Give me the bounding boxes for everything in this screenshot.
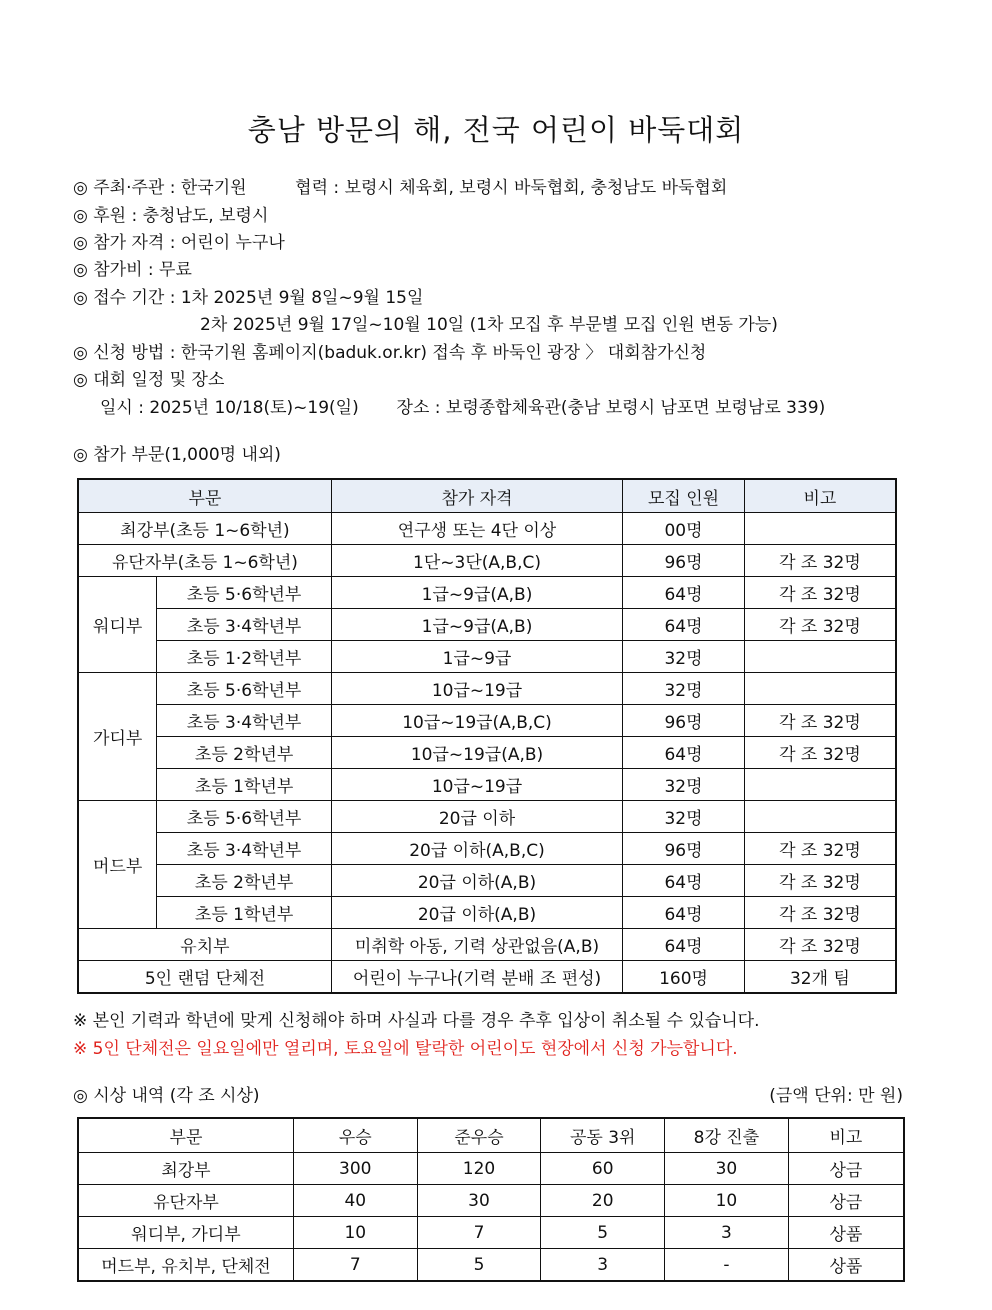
schedule-heading: ◎ 대회 일정 및 장소 xyxy=(73,370,225,390)
divisions-table xyxy=(77,478,897,994)
prize-value-cell: 5 xyxy=(417,1249,541,1282)
header-qualification: 참가 자격 xyxy=(331,479,622,513)
prize-value-cell: 상품 xyxy=(788,1217,904,1249)
qualification-cell: 20급 이하(A,B) xyxy=(331,865,622,897)
table-row xyxy=(78,1249,904,1282)
table-row xyxy=(78,1217,904,1249)
prize-value-cell: 3 xyxy=(665,1217,789,1249)
table-header-row xyxy=(78,1118,904,1153)
note-1: ※ 본인 기력과 학년에 맞게 신청해야 하며 사실과 다를 경우 추후 입상이 취소될 수 있습니다. xyxy=(73,1011,760,1031)
table-row xyxy=(78,705,896,737)
count-cell: 64명 xyxy=(623,737,745,769)
prize-value-cell: 30 xyxy=(417,1185,541,1217)
note-2: ※ 5인 단체전은 일요일에만 열리며, 토요일에 탈락한 어린이도 현장에서 신청 가능합니다. xyxy=(73,1039,738,1059)
qualification-cell: 10급~19급(A,B,C) xyxy=(331,705,622,737)
prize-header-cell: 우승 xyxy=(293,1118,417,1153)
division-group-name: 머드부 xyxy=(78,801,157,929)
sub-division-name: 초등 1학년부 xyxy=(157,897,332,929)
division-name: 유치부 xyxy=(78,929,331,961)
reception-line-2: 2차 2025년 9월 17일~10월 10일 (1차 모집 후 부문별 모집 인원 변동 가능) xyxy=(200,315,778,335)
note-cell xyxy=(744,769,896,801)
prize-division-cell: 워디부, 가디부 xyxy=(78,1217,293,1249)
note-cell: 32개 팀 xyxy=(744,961,896,994)
sub-division-name: 초등 1학년부 xyxy=(157,769,332,801)
count-cell: 64명 xyxy=(623,897,745,929)
table-row xyxy=(78,673,896,705)
division-group-name: 가디부 xyxy=(78,673,157,801)
note-cell xyxy=(744,513,896,545)
sub-division-name: 초등 3·4학년부 xyxy=(157,705,332,737)
note-cell: 각 조 32명 xyxy=(744,737,896,769)
sub-division-name: 초등 5·6학년부 xyxy=(157,801,332,833)
sub-division-name: 초등 5·6학년부 xyxy=(157,577,332,609)
qualification-cell: 연구생 또는 4단 이상 xyxy=(331,513,622,545)
qualification-cell: 1급~9급(A,B) xyxy=(331,577,622,609)
count-cell: 64명 xyxy=(623,609,745,641)
prize-value-cell: 10 xyxy=(293,1217,417,1249)
qualification-cell: 20급 이하(A,B,C) xyxy=(331,833,622,865)
count-cell: 160명 xyxy=(623,961,745,994)
count-cell: 32명 xyxy=(623,801,745,833)
table-row xyxy=(78,545,896,577)
divisions-heading: ◎ 참가 부문(1,000명 내외) xyxy=(73,445,281,465)
qualification-cell: 미취학 아동, 기력 상관없음(A,B) xyxy=(331,929,622,961)
note-cell: 각 조 32명 xyxy=(744,545,896,577)
prize-value-cell: 7 xyxy=(417,1217,541,1249)
reception-line-1: ◎ 접수 기간 : 1차 2025년 9월 8일~9월 15일 xyxy=(73,288,424,308)
count-cell: 32명 xyxy=(623,673,745,705)
table-row xyxy=(78,1185,904,1217)
prize-value-cell: 7 xyxy=(293,1249,417,1282)
table-row xyxy=(78,1153,904,1185)
table-row xyxy=(78,737,896,769)
table-row xyxy=(78,513,896,545)
qualification-cell: 10급~19급 xyxy=(331,673,622,705)
count-cell: 96명 xyxy=(623,705,745,737)
note-cell: 각 조 32명 xyxy=(744,865,896,897)
note-cell xyxy=(744,641,896,673)
table-row xyxy=(78,897,896,929)
note-cell: 각 조 32명 xyxy=(744,929,896,961)
prize-header-cell: 비고 xyxy=(788,1118,904,1153)
prizes-table xyxy=(77,1117,905,1282)
prize-value-cell: - xyxy=(665,1249,789,1282)
table-row xyxy=(78,577,896,609)
prize-header-cell: 8강 진출 xyxy=(665,1118,789,1153)
prize-division-cell: 최강부 xyxy=(78,1153,293,1185)
table-row xyxy=(78,961,896,994)
prize-header-cell: 부문 xyxy=(78,1118,293,1153)
count-cell: 00명 xyxy=(623,513,745,545)
prize-value-cell: 상금 xyxy=(788,1185,904,1217)
prize-value-cell: 3 xyxy=(541,1249,665,1282)
note-cell: 각 조 32명 xyxy=(744,609,896,641)
qualification-cell: 1급~9급(A,B) xyxy=(331,609,622,641)
prizes-heading: ◎ 시상 내역 (각 조 시상) xyxy=(73,1086,260,1106)
prize-value-cell: 상금 xyxy=(788,1153,904,1185)
table-row xyxy=(78,609,896,641)
sub-division-name: 초등 1·2학년부 xyxy=(157,641,332,673)
sub-division-name: 초등 3·4학년부 xyxy=(157,609,332,641)
header-note: 비고 xyxy=(744,479,896,513)
sub-division-name: 초등 5·6학년부 xyxy=(157,673,332,705)
prize-division-cell: 머드부, 유치부, 단체전 xyxy=(78,1249,293,1282)
header-count: 모집 인원 xyxy=(623,479,745,513)
qualification-cell: 1급~9급 xyxy=(331,641,622,673)
division-name: 5인 랜덤 단체전 xyxy=(78,961,331,994)
table-row xyxy=(78,801,896,833)
division-name: 최강부(초등 1~6학년) xyxy=(78,513,331,545)
qualification-cell: 20급 이하 xyxy=(331,801,622,833)
sub-division-name: 초등 2학년부 xyxy=(157,737,332,769)
page-title: 충남 방문의 해, 전국 어린이 바둑대회 xyxy=(247,113,745,147)
qualification-cell: 1단~3단(A,B,C) xyxy=(331,545,622,577)
table-row xyxy=(78,865,896,897)
prize-value-cell: 상품 xyxy=(788,1249,904,1282)
prize-header-cell: 공동 3위 xyxy=(541,1118,665,1153)
note-cell: 각 조 32명 xyxy=(744,705,896,737)
count-cell: 64명 xyxy=(623,865,745,897)
note-cell xyxy=(744,801,896,833)
count-cell: 96명 xyxy=(623,545,745,577)
prizes-unit: (금액 단위: 만 원) xyxy=(769,1086,903,1106)
qualification-cell: 10급~19급 xyxy=(331,769,622,801)
table-header-row xyxy=(78,479,896,513)
prize-header-cell: 준우승 xyxy=(417,1118,541,1153)
prize-division-cell: 유단자부 xyxy=(78,1185,293,1217)
sub-division-name: 초등 3·4학년부 xyxy=(157,833,332,865)
header-division: 부문 xyxy=(78,479,331,513)
count-cell: 64명 xyxy=(623,929,745,961)
table-row xyxy=(78,769,896,801)
sub-division-name: 초등 2학년부 xyxy=(157,865,332,897)
host-line: ◎ 주최·주관 : 한국기원 협력 : 보령시 체육회, 보령시 바둑협회, 충청남도 바둑협회 xyxy=(73,178,728,198)
eligibility-line: ◎ 참가 자격 : 어린이 누구나 xyxy=(73,233,285,253)
prize-value-cell: 20 xyxy=(541,1185,665,1217)
prize-value-cell: 5 xyxy=(541,1217,665,1249)
prize-value-cell: 120 xyxy=(417,1153,541,1185)
prize-value-cell: 10 xyxy=(665,1185,789,1217)
apply-line: ◎ 신청 방법 : 한국기원 홈페이지(baduk.or.kr) 접속 후 바둑인 광장 〉 대회참가신청 xyxy=(73,343,707,363)
sponsor-line: ◎ 후원 : 충청남도, 보령시 xyxy=(73,206,269,226)
table-row xyxy=(78,929,896,961)
prize-value-cell: 60 xyxy=(541,1153,665,1185)
count-cell: 64명 xyxy=(623,577,745,609)
count-cell: 32명 xyxy=(623,769,745,801)
count-cell: 96명 xyxy=(623,833,745,865)
note-cell: 각 조 32명 xyxy=(744,577,896,609)
schedule-line: 일시 : 2025년 10/18(토)~19(일) 장소 : 보령종합체육관(충남 보령시 남포면 보령남로 339) xyxy=(100,398,826,418)
note-cell: 각 조 32명 xyxy=(744,897,896,929)
qualification-cell: 10급~19급(A,B) xyxy=(331,737,622,769)
qualification-cell: 어린이 누구나(기력 분배 조 편성) xyxy=(331,961,622,994)
qualification-cell: 20급 이하(A,B) xyxy=(331,897,622,929)
prize-value-cell: 300 xyxy=(293,1153,417,1185)
table-row xyxy=(78,833,896,865)
count-cell: 32명 xyxy=(623,641,745,673)
division-name: 유단자부(초등 1~6학년) xyxy=(78,545,331,577)
note-cell: 각 조 32명 xyxy=(744,833,896,865)
table-row xyxy=(78,641,896,673)
division-group-name: 워디부 xyxy=(78,577,157,673)
fee-line: ◎ 참가비 : 무료 xyxy=(73,260,192,280)
prize-value-cell: 40 xyxy=(293,1185,417,1217)
prize-value-cell: 30 xyxy=(665,1153,789,1185)
note-cell xyxy=(744,673,896,705)
